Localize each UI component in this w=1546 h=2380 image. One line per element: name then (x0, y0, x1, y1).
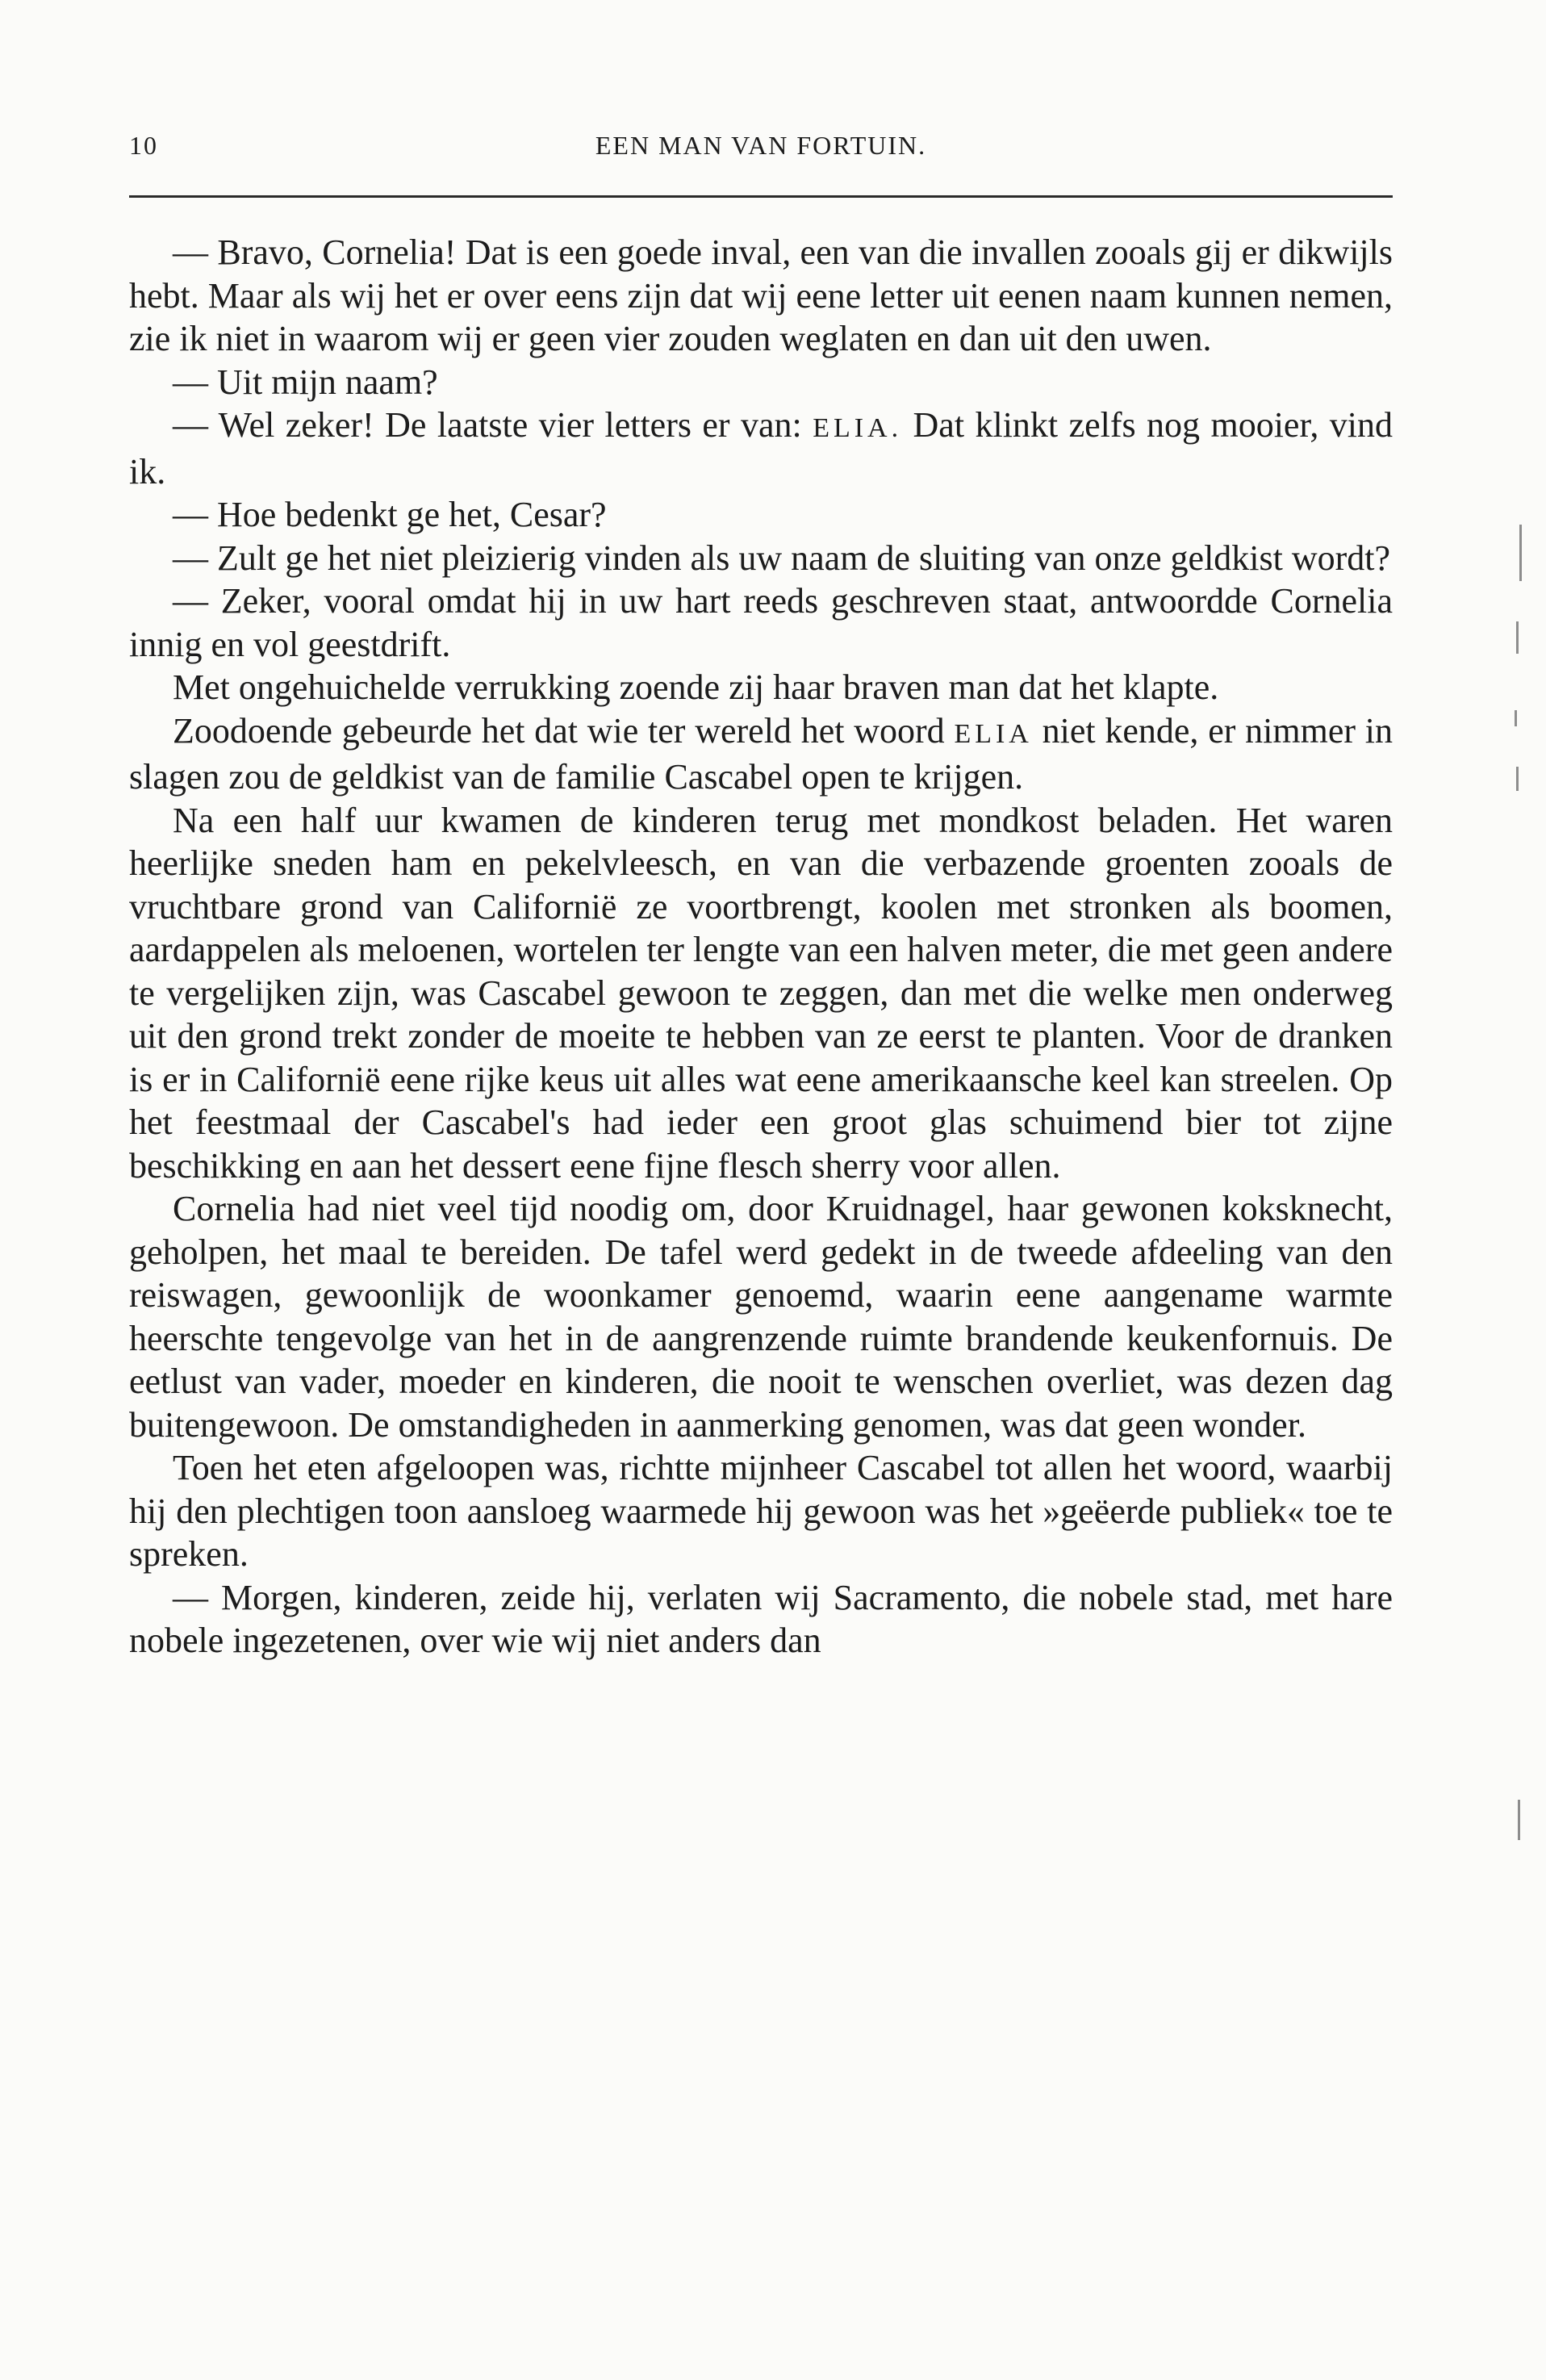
paragraph: Toen het eten afgeloopen was, richtte mijnheer Cascabel tot allen het woord, waarbij hij den plechtigen toon aansloeg waarmede hij gewoon was het »geëerde publiek« toe te spreken. (129, 1448, 1393, 1574)
paragraph: — Uit mijn naam? (173, 362, 438, 402)
paragraph: — Zult ge het niet pleizierig vinden als uw naam de sluiting van onze geldkist wordt? (173, 537, 1391, 578)
page-number: 10 (129, 131, 158, 160)
code-word: ELIA. (813, 413, 903, 443)
header-rule (129, 195, 1393, 198)
paragraph: — Bravo, Cornelia! Dat is een goede inval, een van die invallen zooals gij er dikwijls hebt. Maar als wij het er over eens zijn dat wij eene letter uit eenen naam kunnen nemen, zie ik niet in waarom wij er geen vier zouden weglaten en dan uit den uwen. (129, 232, 1393, 358)
paragraph-text: — Wel zeker! De laatste vier letters er van: (173, 405, 813, 445)
margin-specks (1498, 0, 1546, 2380)
page-header (129, 131, 1393, 179)
paragraph: — Morgen, kinderen, zeide hij, verlaten wij Sacramento, die nobele stad, met hare nobele ingezetenen, over wie wij niet anders dan (129, 1577, 1393, 1660)
paragraph: Met ongehuichelde verrukking zoende zij haar braven man dat het klapte. (173, 667, 1219, 707)
code-word: ELIA (954, 718, 1033, 749)
margin-speck (1518, 1800, 1520, 1840)
paragraph: — Hoe bedenkt ge het, Cesar? (173, 495, 607, 534)
paragraph (129, 709, 1393, 799)
paragraph: Na een half uur kwamen de kinderen terug met mondkost beladen. Het waren heerlijke sneden ham en pekelvleesch, en van die verbazende groenten zooals de vruchtbare grond van Californië ze voortbrengt, koolen met stronken als boomen, aardappelen als meloenen, wortelen ter lengte van een halven meter, die met geen andere te vergelijken zijn, was Cascabel gewoon te zeggen, dan met die welke men onderweg uit den grond trekt zonder de moeite te hebben van ze eerst te planten. Voor de dranken is er in Californië eene rijke keus uit alles wat eene amerikaansche keel kan streelen. Op het feestmaal der Cascabel's had ieder een groot glas schuimend bier tot zijne beschikking en aan het dessert eene fijne flesch sherry voor allen. (129, 800, 1393, 1186)
margin-speck (1519, 525, 1522, 581)
margin-speck (1516, 767, 1519, 791)
margin-speck (1516, 621, 1519, 654)
paragraph: Cornelia had niet veel tijd noodig om, door Kruidnagel, haar gewonen koksknecht, geholpen, het maal te bereiden. De tafel werd gedekt in de tweede afdeeling van den reiswagen, gewoonlijk de woonkamer genoemd, waarin eene aangename warmte heerschte tengevolge van het in de aangrenzende ruimte brandende keukenfornuis. De eetlust van vader, moeder en kinderen, die nooit te wenschen overliet, was dezen dag buitengewoon. De omstandigheden in aanmerking genomen, was dat geen wonder. (129, 1189, 1393, 1445)
paragraph-text: Dat klinkt zelfs nog mooier, vind ik. (129, 405, 1393, 491)
running-title: EEN MAN VAN FORTUIN. (595, 131, 927, 160)
margin-speck (1515, 710, 1517, 726)
paragraph: — Zeker, vooral omdat hij in uw hart reeds geschreven staat, antwoordde Cornelia innig en vol geestdrift. (129, 581, 1393, 664)
paragraph (129, 404, 1393, 493)
paragraph-text: Zoodoende gebeurde het dat wie ter wereld het woord (173, 710, 955, 751)
body-text (129, 231, 1393, 1663)
paragraph-text: niet kende, er nimmer in slagen zou de geldkist van de familie Cascabel open te krijgen. (129, 710, 1393, 797)
